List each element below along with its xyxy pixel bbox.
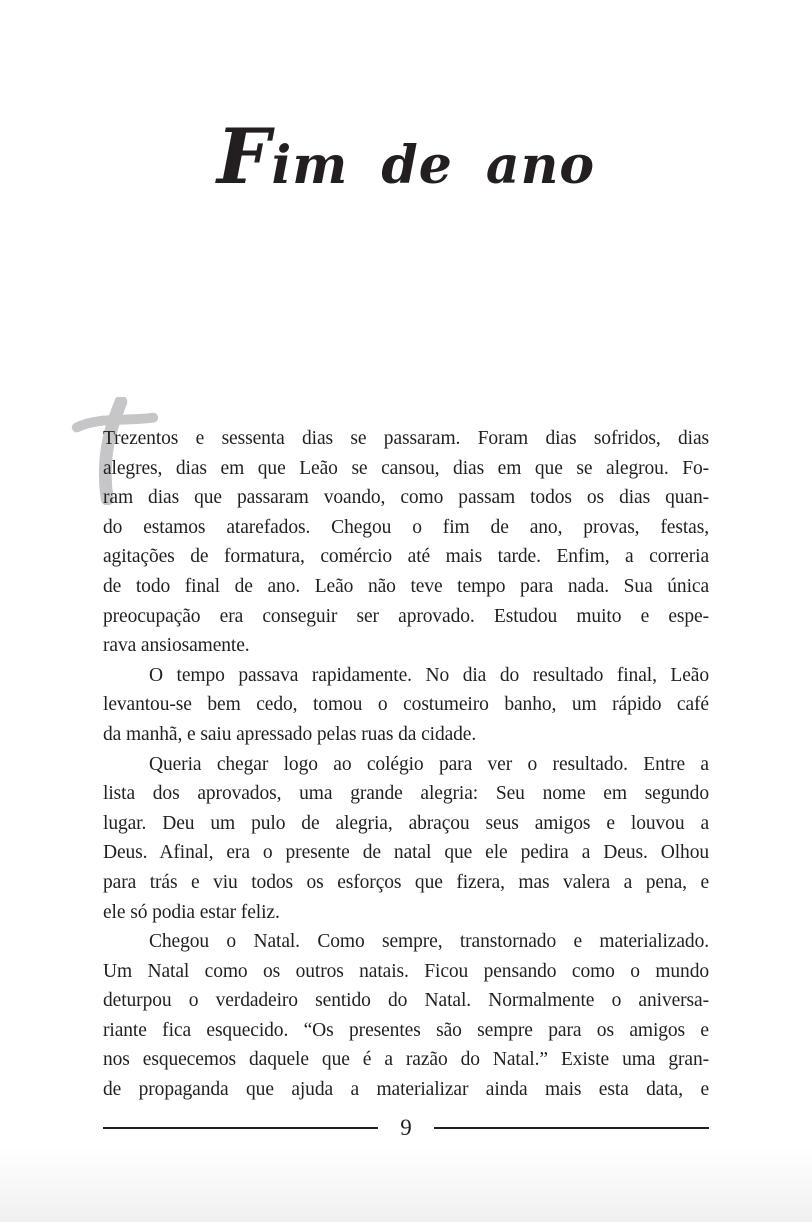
- page-footer: [103, 1117, 709, 1139]
- text-line: nos esquecemos daquele que é a razão do Natal.” Existe uma gran-: [103, 1049, 709, 1071]
- text-line: Queria chegar logo ao colégio para ver o resultado. Entre a: [149, 753, 709, 775]
- text-line: de propaganda que ajuda a materializar ainda mais esta data, e: [103, 1079, 709, 1101]
- text-line: Chegou o Natal. Como sempre, transtornado e materializado.: [149, 931, 709, 953]
- footer-rule-left: [103, 1127, 378, 1129]
- text-line: alegres, dias em que Leão se cansou, dias em que se alegrou. Fo-: [103, 457, 709, 479]
- text-line: levantou-se bem cedo, tomou o costumeiro banho, um rápido café: [103, 694, 709, 716]
- text-line: O tempo passava rapidamente. No dia do resultado final, Leão: [149, 664, 709, 686]
- text-line: preocupação era conseguir ser aprovado. Estudou muito e espe-: [103, 605, 709, 627]
- text-line: Deus. Afinal, era o presente de natal que ele pedira a Deus. Olhou: [103, 842, 709, 864]
- chapter-title: Fim de ano: [216, 112, 596, 201]
- text-line: ele só podia estar feliz.: [103, 901, 280, 923]
- paragraph: [103, 661, 709, 750]
- text-line: rava ansiosamente.: [103, 635, 250, 657]
- text-line: lista dos aprovados, uma grande alegria: Seu nome em segundo: [103, 783, 709, 805]
- text-line: Trezentos e sessenta dias se passaram. Foram dias sofridos, dias: [103, 428, 709, 449]
- text-line: deturpou o verdadeiro sentido do Natal. Normalmente o aniversa-: [103, 990, 709, 1012]
- text-line: ram dias que passaram voando, como passam todos os dias quan-: [103, 487, 709, 509]
- footer-rule-right: [434, 1127, 709, 1129]
- paragraph: [103, 927, 709, 1105]
- text-line: agitações de formatura, comércio até mais tarde. Enfim, a correria: [103, 546, 709, 568]
- text-line: riante fica esquecido. “Os presentes são sempre para os amigos e: [103, 1019, 709, 1041]
- drop-cap-letter: [71, 505, 72, 506]
- text-line: para trás e viu todos os esforços que fizera, mas valera a pena, e: [103, 871, 709, 893]
- text-line: da manhã, e saiu apressado pelas ruas da cidade.: [103, 723, 477, 745]
- page-number: 9: [400, 1115, 412, 1140]
- text-line: Um Natal como os outros natais. Ficou pensando como o mundo: [103, 960, 709, 982]
- text-line: de todo final de ano. Leão não teve tempo para nada. Sua única: [103, 575, 709, 597]
- paragraph: [103, 750, 709, 928]
- text-line: do estamos atarefados. Chegou o fim de ano, provas, festas,: [103, 516, 709, 538]
- text-line: lugar. Deu um pulo de alegria, abraçou seus amigos e louvou a: [103, 812, 709, 834]
- chapter-body: [103, 424, 709, 1105]
- paragraph: [103, 424, 709, 661]
